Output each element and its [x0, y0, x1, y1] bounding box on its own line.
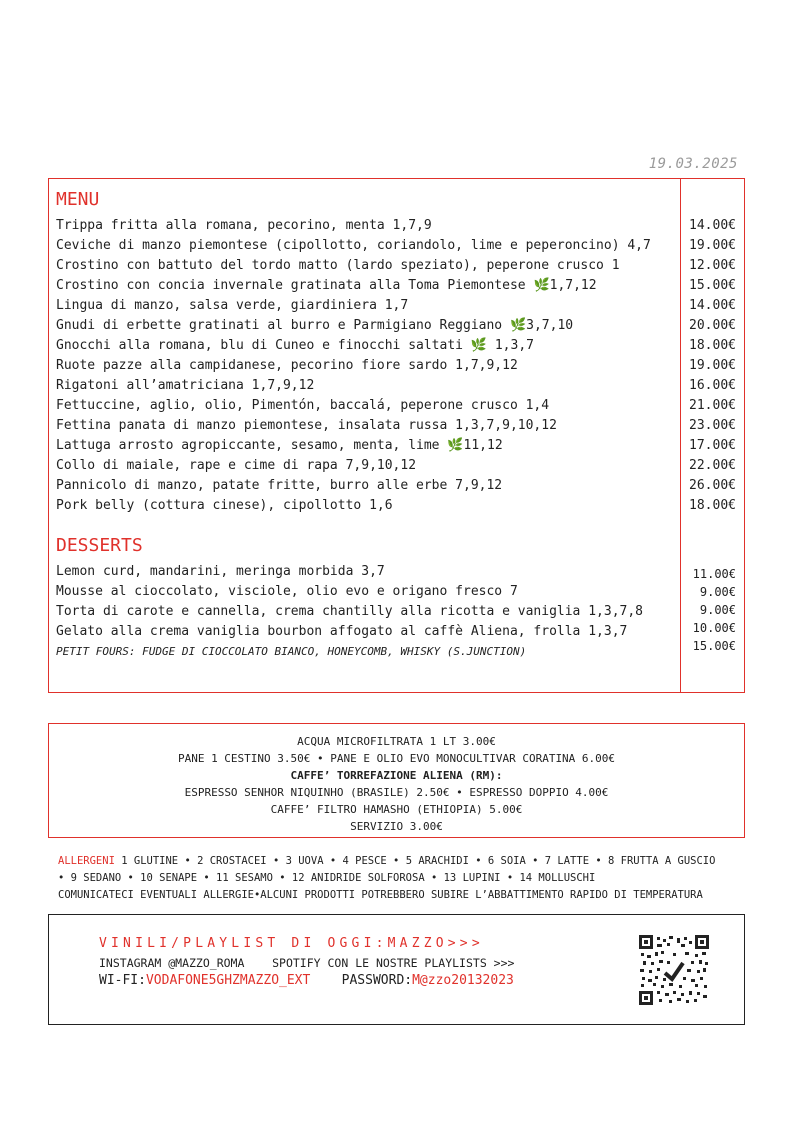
menu-box — [48, 178, 745, 693]
wifi-password: M@zzo20132023 — [412, 973, 514, 988]
menu-item — [56, 416, 651, 436]
social-line — [99, 956, 514, 970]
item-price: 22.00€ — [689, 458, 736, 473]
dessert-item — [56, 602, 643, 622]
spotify-link[interactable]: SPOTIFY CON LE NOSTRE PLAYLISTS >>> — [272, 956, 515, 970]
menu-item — [56, 256, 651, 276]
menu-item — [56, 396, 651, 416]
vinili-playlist-heading[interactable]: VINILI/PLAYLIST DI OGGI:MAZZO>>> — [99, 936, 484, 951]
menu-item — [56, 236, 651, 256]
item-name: PETIT FOURS: FUDGE DI CIOCCOLATO BIANCO, HONEYCOMB, WHISKY (S.JUNCTION) — [56, 645, 527, 658]
item-name: Collo di maiale, rape e cime di rapa 7,9,10,12 — [56, 458, 417, 473]
footer-box — [48, 914, 745, 1025]
allergens-label: ALLERGENI — [58, 855, 115, 867]
filter-coffee-line: CAFFE’ FILTRO HAMASHO (ETHIOPIA) 5.00€ — [270, 803, 523, 816]
dessert-item — [56, 622, 643, 642]
wifi-line — [99, 973, 514, 988]
desserts-title: DESSERTS — [56, 535, 143, 556]
leaf-icon: 🌿 — [447, 438, 464, 453]
item-name: Pork belly (cottura cinese), cipollotto 1,6 — [56, 498, 393, 513]
item-price: 15.00€ — [692, 639, 736, 653]
item-name: Crostino con battuto del tordo matto (lardo speziato), peperone crusco 1 — [56, 258, 620, 273]
password-label: PASSWORD: — [341, 973, 413, 988]
item-price: 14.00€ — [689, 218, 736, 233]
allergens-line-1 — [58, 853, 748, 870]
dessert-item — [56, 642, 643, 662]
item-price: 21.00€ — [689, 398, 736, 413]
item-price: 26.00€ — [689, 478, 736, 493]
item-allergens: 1,7,12 — [549, 278, 597, 293]
item-allergens: 11,12 — [463, 438, 503, 453]
item-price: 14.00€ — [689, 298, 736, 313]
item-name: Ruote pazze alla campidanese, pecorino fiore sardo 1,7,9,12 — [56, 358, 518, 373]
item-name: Torta di carote e cannella, crema chantilly alla ricotta e vaniglia 1,3,7,8 — [56, 604, 643, 619]
menu-item — [56, 336, 651, 356]
item-price: 10.00€ — [692, 621, 736, 635]
item-name: Fettuccine, aglio, olio, Pimentón, baccalá, peperone crusco 1,4 — [56, 398, 550, 413]
allergens-note — [58, 853, 748, 904]
item-price: 15.00€ — [689, 278, 736, 293]
bread-line: PANE 1 CESTINO 3.50€ • PANE E OLIO EVO MONOCULTIVAR CORATINA 6.00€ — [177, 752, 616, 765]
wifi-label: WI-FI: — [99, 973, 146, 988]
menu-date: 19.03.2025 — [648, 156, 738, 172]
item-price: 9.00€ — [699, 603, 736, 617]
item-name: Gnocchi alla romana, blu di Cuneo e finocchi saltati — [56, 338, 471, 353]
menu-item — [56, 296, 651, 316]
extras-box — [48, 723, 745, 838]
item-name: Mousse al cioccolato, visciole, olio evo e origano fresco 7 — [56, 584, 518, 599]
item-name: Ceviche di manzo piemontese (cipollotto, coriandolo, lime e peperoncino) 4,7 — [56, 238, 651, 253]
item-name: Pannicolo di manzo, patate fritte, burro alle erbe 7,9,12 — [56, 478, 503, 493]
item-price: 19.00€ — [689, 358, 736, 373]
wifi-network: VODAFONE5GHZMAZZO_EXT — [145, 973, 311, 988]
service-line: SERVIZIO 3.00€ — [350, 820, 443, 833]
item-price: 11.00€ — [692, 567, 736, 581]
item-allergens: 3,7,10 — [526, 318, 574, 333]
item-name: Fettina panata di manzo piemontese, insalata russa 1,3,7,9,10,12 — [56, 418, 557, 433]
item-name: Gelato alla crema vaniglia bourbon affogato al caffè Aliena, frolla 1,3,7 — [56, 624, 628, 639]
leaf-icon: 🌿 — [533, 278, 550, 293]
menu-item — [56, 276, 651, 296]
dessert-price-list — [680, 565, 736, 655]
dessert-item-list — [56, 562, 643, 662]
item-name: Lattuga arrosto agropiccante, sesamo, menta, lime — [56, 438, 448, 453]
menu-item — [56, 316, 651, 336]
item-price: 18.00€ — [689, 498, 736, 513]
item-name: Rigatoni all’amatriciana 1,7,9,12 — [56, 378, 315, 393]
menu-item — [56, 476, 651, 496]
water-line: ACQUA MICROFILTRATA 1 LT 3.00€ — [297, 735, 496, 748]
allergens-line-2: • 9 SEDANO • 10 SENAPE • 11 SESAMO • 12 ANIDRIDE SOLFOROSA • 13 LUPINI • 14 MOLLUSCHI — [58, 872, 596, 884]
menu-item — [56, 356, 651, 376]
item-price: 23.00€ — [689, 418, 736, 433]
leaf-icon: 🌿 — [509, 318, 527, 333]
qr-code-icon[interactable] — [639, 935, 709, 1005]
item-name: Lingua di manzo, salsa verde, giardiniera 1,7 — [56, 298, 409, 313]
item-allergens: 1,3,7 — [487, 338, 534, 353]
coffee-heading: CAFFE’ TORREFAZIONE ALIENA (RM): — [290, 769, 503, 782]
instagram-handle[interactable]: INSTAGRAM @MAZZO_ROMA — [99, 956, 245, 970]
allergens-line-3: COMUNICATECI EVENTUALI ALLERGIE•ALCUNI PRODOTTI POTREBBERO SUBIRE L’ABBATTIMENTO RAPIDO DI TEMPERATURA — [58, 889, 703, 901]
item-price: 12.00€ — [689, 258, 736, 273]
item-name: Gnudi di erbette gratinati al burro e Parmigiano Reggiano — [56, 318, 510, 333]
menu-item — [56, 376, 651, 396]
espresso-line: ESPRESSO SENHOR NIQUINHO (BRASILE) 2.50€ • ESPRESSO DOPPIO 4.00€ — [184, 786, 609, 799]
menu-item — [56, 436, 651, 456]
item-price: 9.00€ — [699, 585, 736, 599]
menu-item — [56, 456, 651, 476]
menu-title: MENU — [56, 189, 100, 210]
item-price: 18.00€ — [689, 338, 736, 353]
item-price: 17.00€ — [689, 438, 736, 453]
menu-item — [56, 496, 651, 516]
dessert-item — [56, 562, 643, 582]
allergens-list-1: 1 GLUTINE • 2 CROSTACEI • 3 UOVA • 4 PESCE • 5 ARACHIDI • 6 SOIA • 7 LATTE • 8 FRUTTA A GUSCIO — [114, 855, 716, 867]
item-price: 16.00€ — [689, 378, 736, 393]
item-price: 20.00€ — [689, 318, 736, 333]
item-name: Crostino con concia invernale gratinata alla Toma Piemontese — [56, 278, 534, 293]
dessert-item — [56, 582, 643, 602]
menu-item-list — [56, 216, 651, 516]
item-name: Lemon curd, mandarini, meringa morbida 3,7 — [56, 564, 385, 579]
menu-item — [56, 216, 651, 236]
item-price: 19.00€ — [689, 238, 736, 253]
menu-price-list — [680, 216, 736, 516]
item-name: Trippa fritta alla romana, pecorino, menta 1,7,9 — [56, 218, 432, 233]
leaf-icon: 🌿 — [470, 338, 488, 353]
